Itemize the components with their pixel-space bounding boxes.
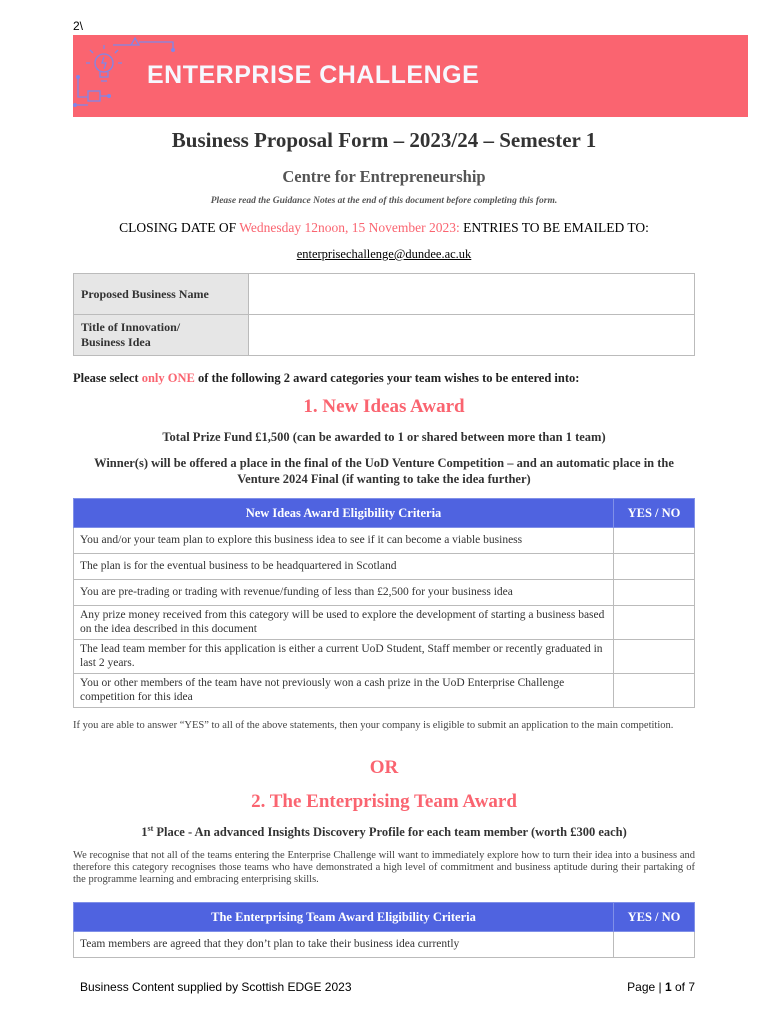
criteria-text: You or other members of the team have not previously won a cash prize in the UoD Enterprise Challenge competition for this idea	[74, 674, 614, 708]
criteria-text: You are pre-trading or trading with revenue/funding of less than £2,500 for your business idea	[74, 580, 614, 606]
award2-prize	[73, 824, 695, 840]
yes-no-cell[interactable]	[614, 580, 695, 606]
table-row	[74, 932, 695, 958]
place-number: 1	[141, 825, 148, 840]
page-label: Page |	[627, 980, 665, 994]
table-row	[74, 640, 695, 674]
closing-prefix: CLOSING DATE OF	[119, 220, 240, 235]
award2-description: We recognise that not all of the teams entering the Enterprise Challenge will want to immediately explore how to turn their idea into a business and therefore this category recognises those teams who have demonstrated a high level of commitment and business aptitude during their partaking of the programme learning and embracing enterprising skills.	[73, 850, 695, 885]
closing-date: Wednesday 12noon, 15 November 2023:	[239, 220, 460, 235]
business-name-field[interactable]	[249, 274, 695, 315]
header-banner	[73, 35, 748, 117]
or-divider: OR	[369, 757, 399, 778]
yes-no-cell[interactable]	[614, 932, 695, 958]
table-row	[74, 674, 695, 708]
select-suffix: of the following 2 award categories your team wishes to be entered into:	[194, 371, 580, 385]
award1-title: 1. New Ideas Award	[303, 396, 465, 417]
criteria-text: Team members are agreed that they don’t plan to take their business idea currently	[74, 932, 614, 958]
table-row	[74, 274, 695, 315]
yes-no-cell[interactable]	[614, 528, 695, 554]
page-title: Business Proposal Form – 2023/24 – Semester 1	[171, 128, 597, 152]
business-name-label: Proposed Business Name	[74, 274, 249, 315]
page-subtitle: Centre for Entrepreneurship	[282, 167, 486, 186]
innovation-title-field[interactable]	[249, 315, 695, 356]
page-total: of 7	[671, 980, 695, 994]
business-name-table	[73, 273, 695, 356]
table-row	[74, 606, 695, 640]
yes-no-header: YES / NO	[614, 903, 695, 932]
table-row	[74, 554, 695, 580]
criteria-text: You and/or your team plan to explore this business idea to see if it can become a viable business	[74, 528, 614, 554]
footer-credit: Business Content supplied by Scottish EDGE 2023	[80, 980, 352, 994]
yes-no-cell[interactable]	[614, 606, 695, 640]
table-row	[74, 528, 695, 554]
guidance-note: Please read the Guidance Notes at the end of this document before completing this form.	[210, 196, 558, 206]
criteria-text: The lead team member for this application is either a current UoD Student, Staff member or recently graduated in last 2 years.	[74, 640, 614, 674]
criteria-text: The plan is for the eventual business to be headquartered in Scotland	[74, 554, 614, 580]
award2-title: 2. The Enterprising Team Award	[251, 791, 517, 812]
select-emphasis: only ONE	[141, 371, 195, 385]
place-text: Place - An advanced Insights Discovery Profile for each team member (worth £300 each)	[153, 825, 627, 840]
award2-criteria-table	[73, 902, 695, 958]
yes-no-cell[interactable]	[614, 554, 695, 580]
select-prefix: Please select	[73, 371, 142, 385]
page-current: 1	[664, 980, 672, 994]
award1-winner: Winner(s) will be offered a place in the final of the UoD Venture Competition – and an automatic place in the Venture 2024 Final (if wanting to take the idea further)	[94, 456, 674, 486]
award2-table-header: The Enterprising Team Award Eligibility Criteria	[74, 903, 614, 932]
closing-suffix: ENTRIES TO BE EMAILED TO:	[459, 220, 649, 235]
criteria-text: Any prize money received from this category will be used to explore the development of starting a business based on the idea described in this document	[74, 606, 614, 640]
award1-prize: Total Prize Fund £1,500 (can be awarded to 1 or shared between more than 1 team)	[162, 430, 606, 444]
table-row	[74, 580, 695, 606]
yes-no-cell[interactable]	[614, 640, 695, 674]
banner-title: ENTERPRISE CHALLENGE	[147, 61, 480, 89]
yes-no-cell[interactable]	[614, 674, 695, 708]
footer-page-number	[627, 980, 695, 994]
place-suffix: st	[147, 824, 154, 833]
eligibility-note: If you are able to answer “YES” to all of the above statements, then your company is eligible to submit an application to the main competition.	[73, 720, 674, 731]
innovation-title-label: Title of Innovation/ Business Idea	[74, 315, 249, 356]
closing-date-line	[73, 220, 695, 236]
award-select-instruction	[73, 371, 579, 386]
award1-table-header: New Ideas Award Eligibility Criteria	[74, 499, 614, 528]
page-corner-mark: 2\	[73, 19, 84, 33]
award1-criteria-table	[73, 498, 695, 708]
table-row	[74, 315, 695, 356]
email-link[interactable]: enterprisechallenge@dundee.ac.uk	[296, 247, 472, 261]
yes-no-header: YES / NO	[614, 499, 695, 528]
